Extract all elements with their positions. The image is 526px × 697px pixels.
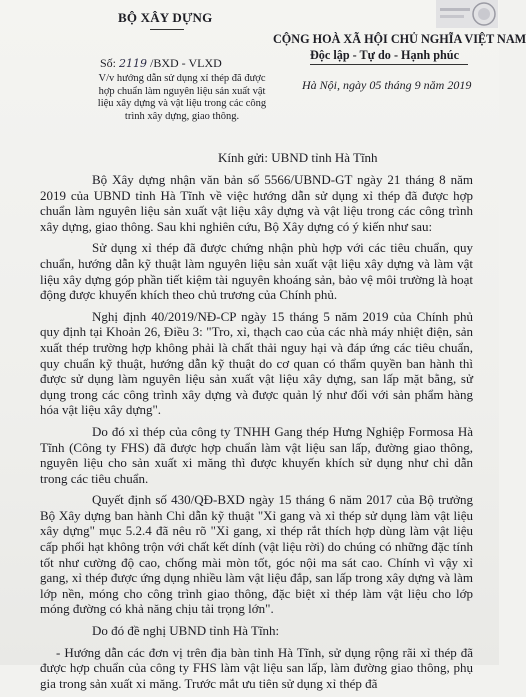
date-day-handwritten: 05 xyxy=(369,78,382,92)
paragraph-4: Do đó xỉ thép của công ty TNHH Gang thép Hưng Nghiệp Formosa Hà Tĩnh (Công ty FHS) đã được hợp chuẩn làm vật liệu san lấp, đường giao thông, nguyên liệu cho sản xuất xi măng thì được khuyến khích sử dụng như chỉ dẫn trong các tiêu chuẩn. xyxy=(40,423,473,486)
agency-underline xyxy=(150,29,184,30)
document-subject: V/v hướng dẫn sử dụng xỉ thép đã được hợp chuẩn làm nguyên liệu sản xuất vật liệu xây dựng và vật liệu trong các công trình xây dựng, giao thông. xyxy=(97,73,267,122)
ref-suffix: /BXD - VLXD xyxy=(147,56,222,70)
paragraph-2: Sử dụng xỉ thép đã được chứng nhận phù hợp với các tiêu chuẩn, quy chuẩn, hướng dẫn kỹ thuật làm nguyên liệu sản xuất vật liệu xây dựng và làm vật liệu xây dựng góp phần tiết kiệm tài nguyên khoáng sản, bảo vệ môi trường là hoạt động được khuyến khích theo chủ trương của Chính phủ. xyxy=(40,240,473,303)
national-title: CỘNG HOÀ XÃ HỘI CHỦ NGHĨA VIỆT NAM xyxy=(273,32,526,46)
place-and-date xyxy=(302,78,471,93)
national-motto: Độc lập - Tự do - Hạnh phúc xyxy=(310,48,459,62)
ref-number-handwritten: 2119 xyxy=(119,57,148,70)
paragraph-1: Bộ Xây dựng nhận văn bản số 5566/UBND-GT ngày 21 tháng 8 năm 2019 của UBND tỉnh Hà Tĩnh về việc hướng dẫn sử dụng xỉ thép đã được hợp chuẩn làm nguyên liệu sản xuất vật liệu xây dựng và vật liệu trong các công trình xây dựng, giao thông. Sau khi nghiên cứu, Bộ Xây dựng có ý kiến như sau: xyxy=(40,172,473,234)
paragraph-3: Nghị định 40/2019/NĐ-CP ngày 15 tháng 5 năm 2019 của Chính phủ quy định tại Khoản 26, Điều 3: "Tro, xỉ, thạch cao của các nhà máy nhiệt điện, sản xuất thép trường hợp không phải là chất thải nguy hại và đáp ứng các tiêu chuẩn, quy chuẩn kỹ thuật, hướng dẫn kỹ thuật do cơ quan có thẩm quyền ban hành thì được sử dụng làm nguyên liệu sản xuất vật liệu xây dựng, san lấp mặt bằng, sử dụng trong các công trình xây dựng và được quản lý như đối với sản phẩm hàng hóa vật liệu xây dựng". xyxy=(40,308,473,418)
paragraph-5: Quyết định số 430/QĐ-BXD ngày 15 tháng 6 năm 2017 của Bộ trưởng Bộ Xây dựng ban hành Chỉ dẫn kỹ thuật "Xỉ gang và xỉ thép sử dụng làm vật liệu xây dựng" mục 5.2.4 đã nêu rõ "Xỉ gang, xỉ thép rắt thích hợp dùng làm vật liệu cấp phối hạt không trộn với chất kết dính (vật liệu rời) do chúng có những đặc tính tốt như cường độ cao, chống mài mòn tốt, góc nội ma sát cao. Chính vì vậy xỉ gang, xỉ thép được ứng dụng nhiều làm vật liệu đắp, san lấp trong xây dựng và làm lớp nền, móng cho công trình giao thông, đặc biệt xỉ thép làm vật liệu cho lớp móng đường có khả năng chịu tải trọng lớn". xyxy=(40,492,473,617)
place-prefix: Hà Nội, ngày xyxy=(302,78,370,92)
paragraph-6: Do đó đề nghị UBND tỉnh Hà Tĩnh: xyxy=(92,623,280,639)
document-reference xyxy=(100,56,222,71)
bullet-item-1: - Hướng dẫn các đơn vị trên địa bàn tỉnh Hà Tĩnh, sử dụng rộng rãi xỉ thép đã được hợp chuẩn của công ty FHS làm vật liệu san lấp, làm đường giao thông, phụ gia trong sản xuất xi măng. Trước mắt ưu tiên sử dụng xỉ thép đã xyxy=(40,644,473,691)
date-suffix: tháng 9 năm 2019 xyxy=(381,78,472,92)
salutation: Kính gửi: UBND tỉnh Hà Tĩnh xyxy=(218,150,378,165)
national-emblem-stamp xyxy=(436,0,498,28)
issuing-agency: BỘ XÂY DỰNG xyxy=(118,10,213,25)
document-header xyxy=(40,0,526,140)
motto-underline xyxy=(310,64,468,65)
letter-body xyxy=(40,172,473,697)
ref-prefix: Số: xyxy=(100,56,120,70)
emblem-mark xyxy=(436,0,498,28)
